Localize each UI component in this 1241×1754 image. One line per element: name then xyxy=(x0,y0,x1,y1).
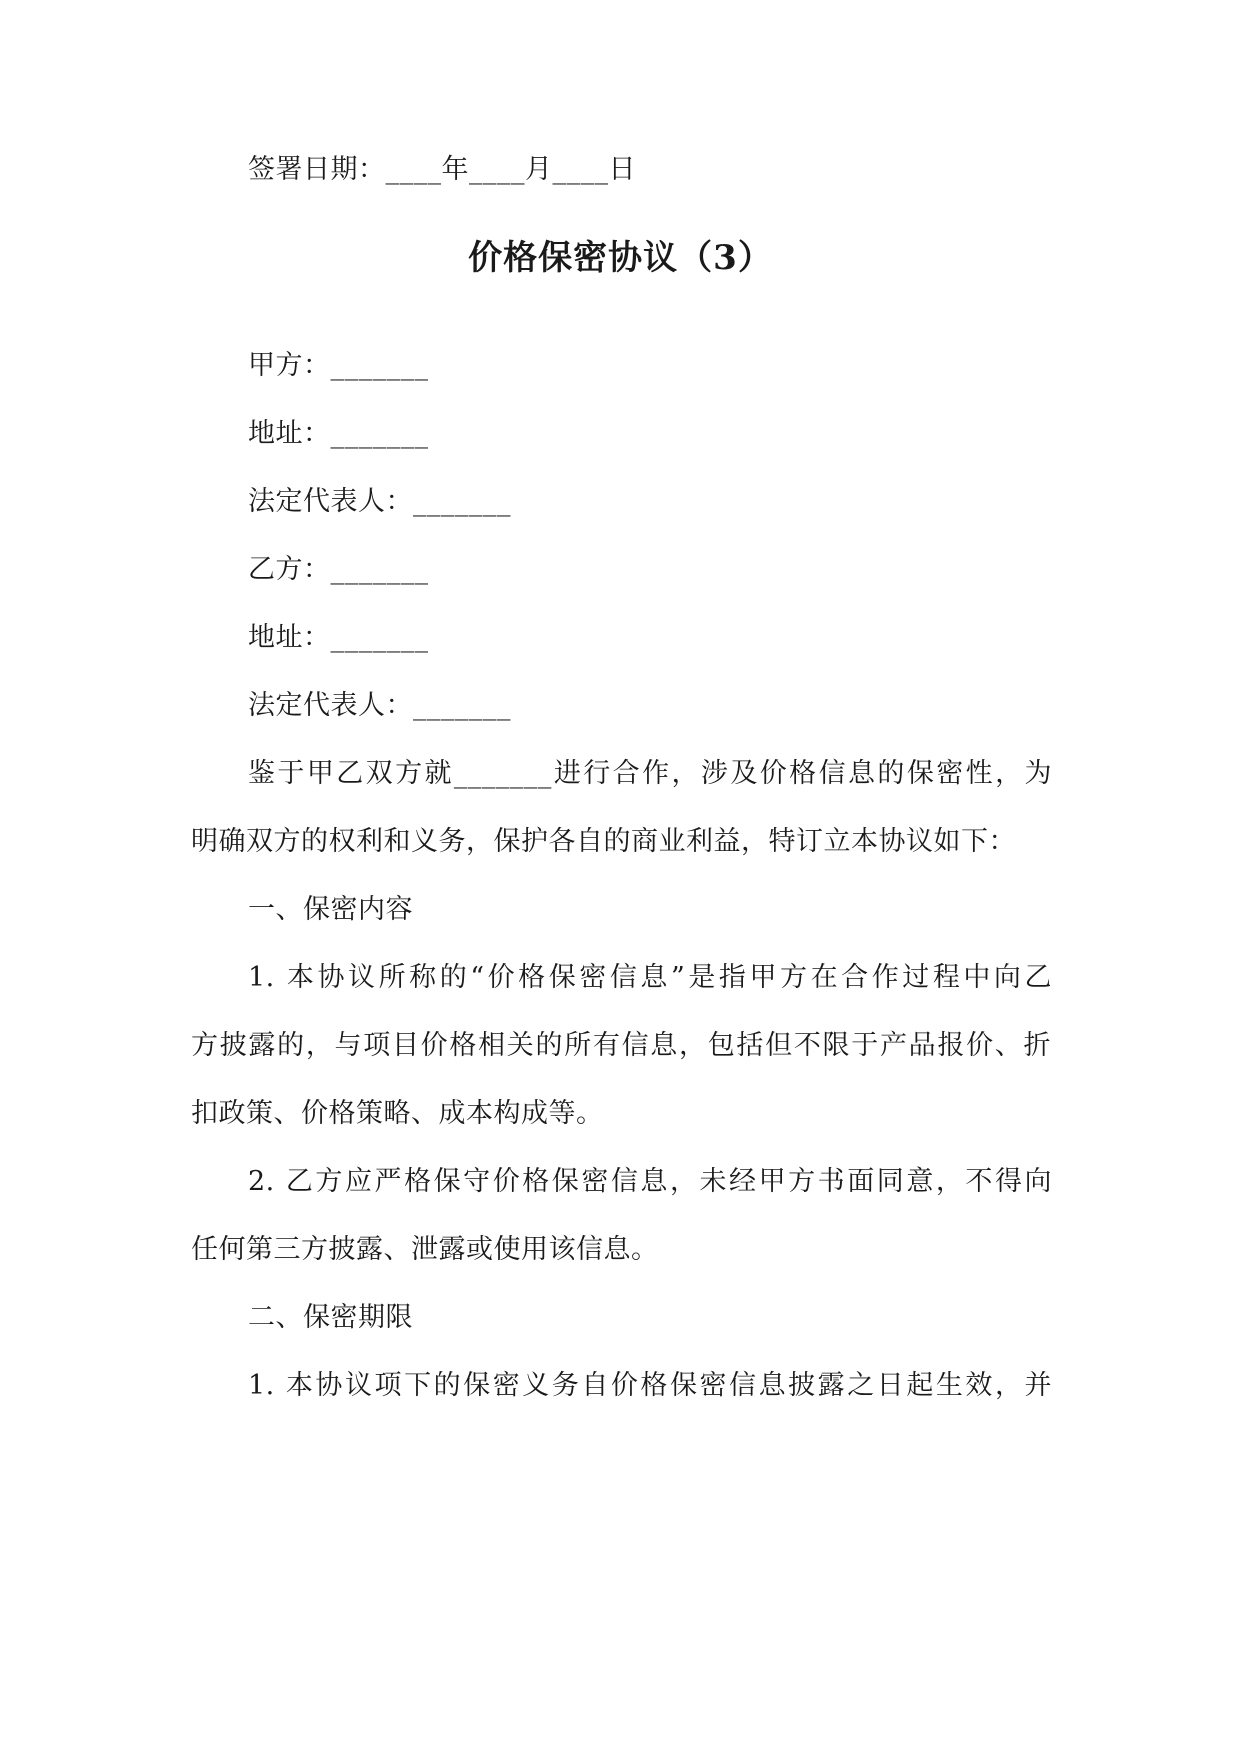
party-a-address: 地址：_______ xyxy=(248,418,429,449)
section1-item2-line-1: 2. 乙方应严格保守价格保密信息，未经甲方书面同意，不得向 xyxy=(248,1166,1052,1197)
party-b-address: 地址：_______ xyxy=(248,622,429,653)
party-b-name: 乙方：_______ xyxy=(248,554,429,585)
section1-item1-line-2: 方披露的，与项目价格相关的所有信息，包括但不限于产品报价、折 xyxy=(191,1030,1051,1061)
section2-item1-line-1: 1. 本协议项下的保密义务自价格保密信息披露之日起生效，并 xyxy=(248,1370,1052,1401)
section1-item1-line-3: 扣政策、价格策略、成本构成等。 xyxy=(191,1098,604,1129)
section2-heading: 二、保密期限 xyxy=(248,1302,413,1333)
party-b-representative: 法定代表人：_______ xyxy=(248,690,511,721)
party-a-name: 甲方：_______ xyxy=(248,350,429,381)
preamble-line-1: 鉴于甲乙双方就_______进行合作，涉及价格信息的保密性，为 xyxy=(248,758,1052,789)
section1-item2-line-2: 任何第三方披露、泄露或使用该信息。 xyxy=(191,1234,659,1265)
party-a-representative: 法定代表人：_______ xyxy=(248,486,511,517)
signature-date-line: 签署日期：____年____月____日 xyxy=(248,154,636,185)
document-title: 价格保密协议（3） xyxy=(468,238,773,278)
section1-heading: 一、保密内容 xyxy=(248,894,413,925)
preamble-line-2: 明确双方的权利和义务，保护各自的商业利益，特订立本协议如下： xyxy=(191,826,1016,857)
section1-item1-line-1: 1. 本协议所称的“价格保密信息”是指甲方在合作过程中向乙 xyxy=(248,962,1052,993)
